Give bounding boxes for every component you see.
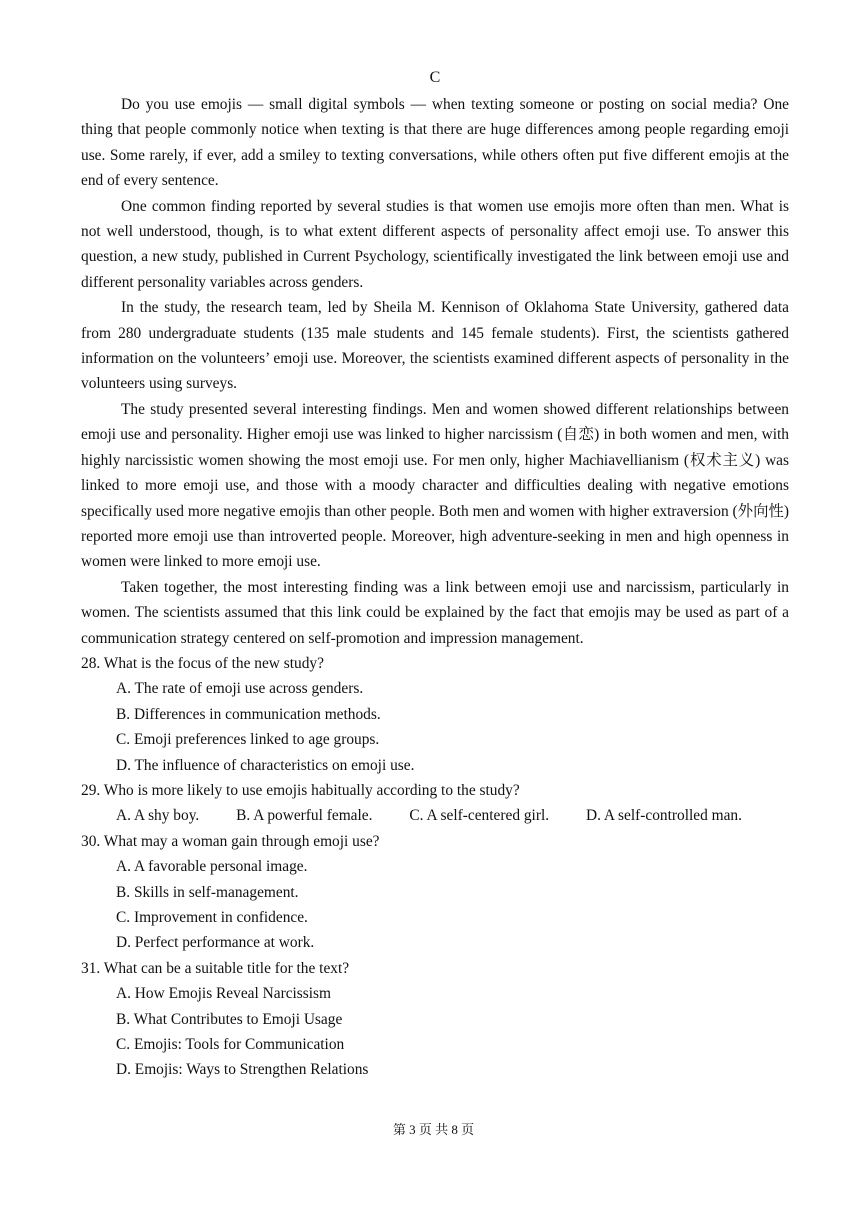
option-a: A. The rate of emoji use across genders. [116,680,364,698]
option-c: C. Emojis: Tools for Communication [116,1036,345,1054]
question-stem: 29. Who is more likely to use emojis habitually according to the study? [81,781,520,799]
option-d: D. Perfect performance at work. [116,934,315,952]
option-d: D. The influence of characteristics on emoji use. [116,756,415,774]
paragraph-1: Do you use emojis — small digital symbols — when texting someone or posting on social media? One thing that people commonly notice when texting is that there are huge differences among people regarding emoji use. Some rarely, if ever, add a smiley to texting conversations, while others often put five different emojis at the end of every sentence. [81,96,789,190]
option-c: C. Improvement in confidence. [116,909,308,926]
paragraph-4: The study presented several interesting findings. Men and women showed different relationships between emoji use and personality. Higher emoji use was linked to higher narcissism (自恋) in both women and men, with highly narcissistic women showing the most emoji use. For men only, higher Machiavellianism (权术主义) was linked to more emoji use, and those with a moody character and difficulties dealing with negative emotions specifically used more negative emojis than other people. Both men and women with higher extraversion (外向性) reported more emoji use than introverted people. Moreover, high adventure-seeking in men and high openness in women were linked to more emoji use. [81,400,789,571]
page-content [81,66,789,1083]
option-a: A. A favorable personal image. [116,858,308,876]
question-29 [81,778,789,829]
question-31 [81,956,789,1083]
option-d: D. A self-controlled man. [585,807,742,825]
question-30 [81,829,789,956]
question-stem: 31. What can be a suitable title for the text? [81,959,350,977]
section-letter: C [429,69,441,86]
option-a: A. A shy boy. [116,807,200,825]
paragraph-2: One common finding reported by several studies is that women use emojis more often than men. What is not well understood, though, is to what extent different aspects of personality affect emoji use. To answer this question, a new study, published in Current Psychology, scientifically investigated the link between emoji use and different personality variables across genders. [81,197,789,291]
question-28 [81,651,789,778]
option-c: C. A self-centered girl. [409,807,550,825]
option-c: C. Emoji preferences linked to age groups. [116,731,380,749]
paragraph-3: In the study, the research team, led by Sheila M. Kennison of Oklahoma State University, gathered data from 280 undergraduate students (135 male students and 145 female students). First, the scientists gathered information on the volunteers’ emoji use. Moreover, the scientists examined different aspects of personality in the volunteers using surveys. [81,299,789,393]
option-b: B. A powerful female. [236,807,373,825]
option-b: B. Differences in communication methods. [116,705,381,723]
option-a: A. How Emojis Reveal Narcissism [116,985,332,1003]
page-number-footer: 第 3 页 共 8 页 [392,1122,475,1137]
option-row [116,803,742,828]
question-stem: 28. What is the focus of the new study? [81,654,324,672]
option-b: B. Skills in self-management. [116,883,299,901]
option-d: D. Emojis: Ways to Strengthen Relations [116,1061,369,1079]
paragraph-5: Taken together, the most interesting finding was a link between emoji use and narcissism, particularly in women. The scientists assumed that this link could be explained by the fact that emojis may be used as part of a communication strategy centered on self-promotion and impression management. [81,578,789,647]
option-b: B. What Contributes to Emoji Usage [116,1010,343,1028]
question-stem: 30. What may a woman gain through emoji use? [81,832,380,850]
